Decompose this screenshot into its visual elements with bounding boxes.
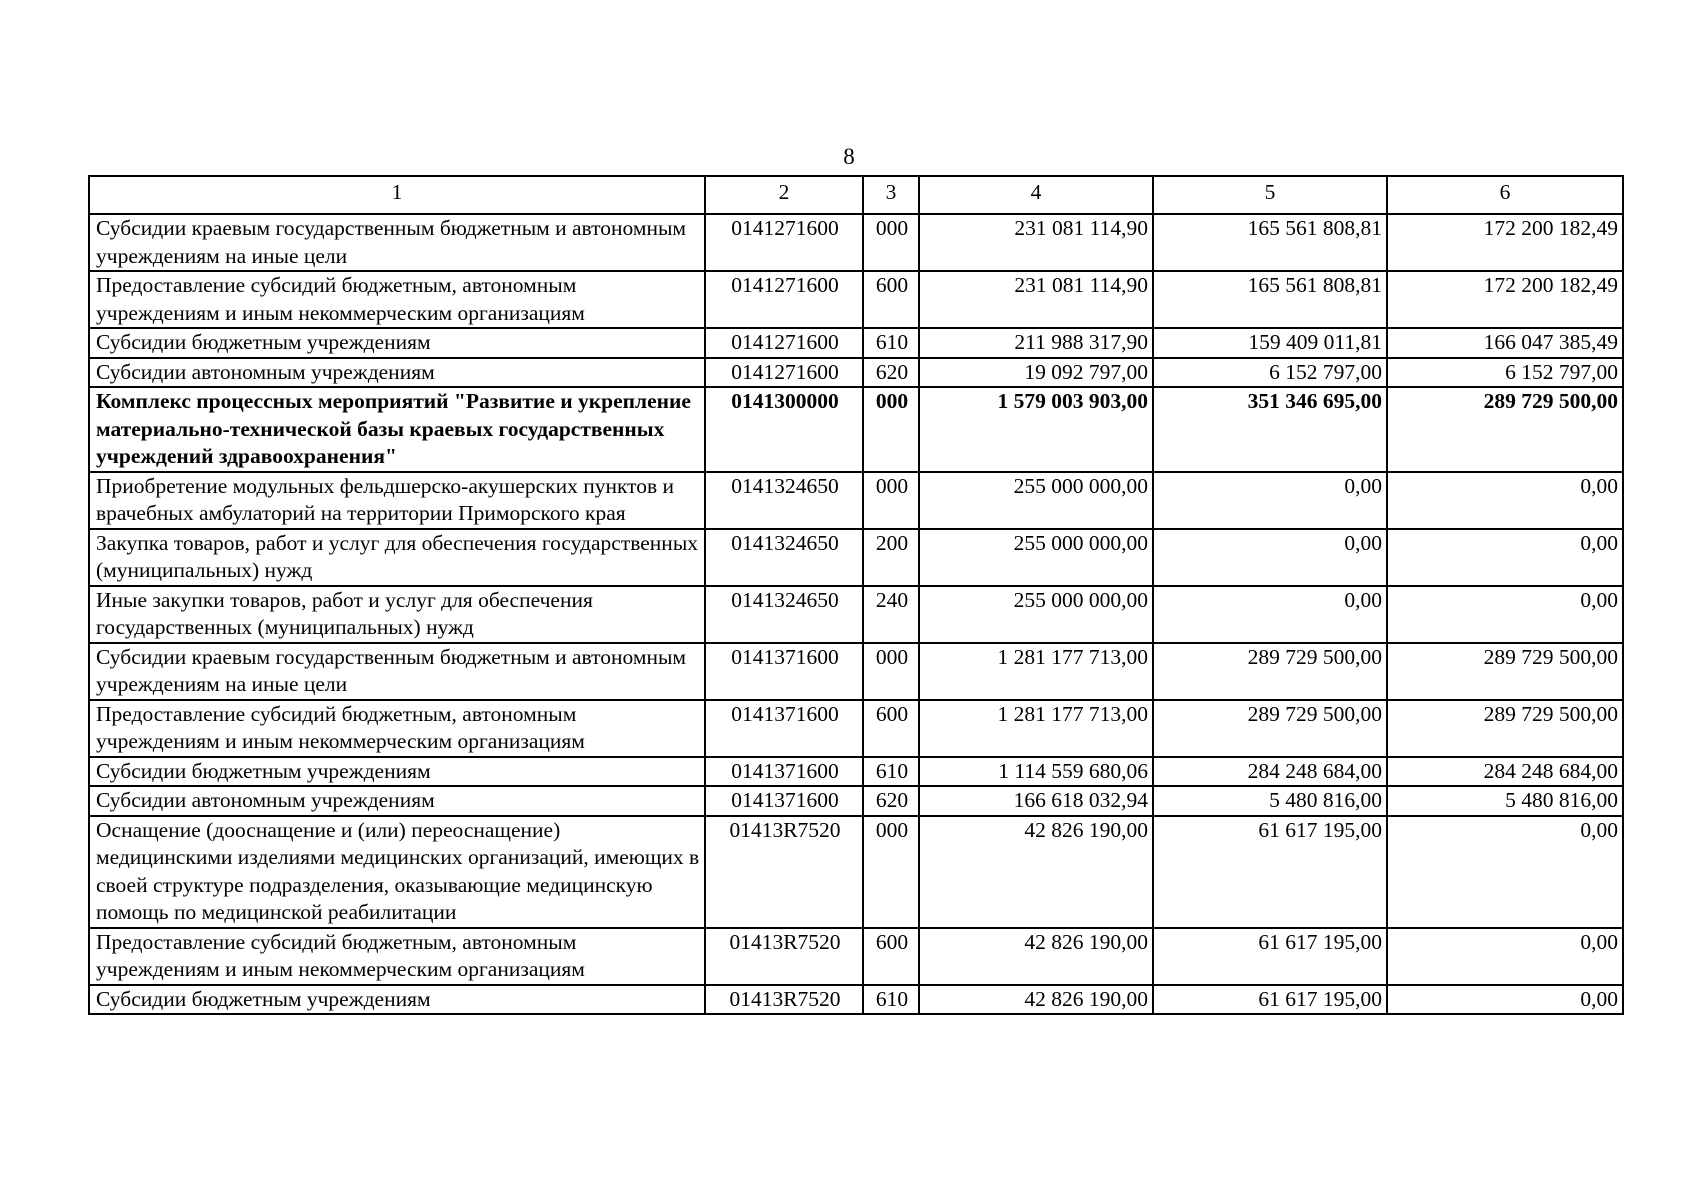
row-amount-col-5: 289 729 500,00 — [1153, 700, 1387, 757]
row-amount-col-6: 0,00 — [1387, 529, 1623, 586]
table-header-row — [89, 176, 1623, 214]
budget-table — [88, 175, 1624, 1015]
row-kind-cell: 000 — [863, 816, 919, 928]
row-amount-col-6: 284 248 684,00 — [1387, 757, 1623, 787]
table-row — [89, 214, 1623, 271]
row-name-cell: Субсидии краевым государственным бюджетным и автономным учреждениям на иные цели — [89, 643, 705, 700]
row-kind-cell: 240 — [863, 586, 919, 643]
row-code-cell: 0141324650 — [705, 472, 863, 529]
row-amount-col-6: 289 729 500,00 — [1387, 700, 1623, 757]
row-code-cell: 0141300000 — [705, 387, 863, 472]
table-row — [89, 358, 1623, 388]
page-number: 8 — [843, 144, 855, 169]
row-amount-col-4: 255 000 000,00 — [919, 586, 1153, 643]
row-amount-col-4: 42 826 190,00 — [919, 928, 1153, 985]
row-kind-cell: 000 — [863, 214, 919, 271]
budget-table-body — [89, 214, 1623, 1014]
row-name-cell: Субсидии автономным учреждениям — [89, 786, 705, 816]
row-code-cell: 0141271600 — [705, 358, 863, 388]
row-name-cell: Предоставление субсидий бюджетным, автономным учреждениям и иным некоммерческим организациям — [89, 271, 705, 328]
row-name-cell: Закупка товаров, работ и услуг для обеспечения государственных (муниципальных) нужд — [89, 529, 705, 586]
row-name-cell: Субсидии краевым государственным бюджетным и автономным учреждениям на иные цели — [89, 214, 705, 271]
row-amount-col-6: 289 729 500,00 — [1387, 387, 1623, 472]
row-name-cell: Комплекс процессных мероприятий "Развитие и укрепление материально-технической базы краевых государственных учреждений здравоохранения" — [89, 387, 705, 472]
table-row — [89, 271, 1623, 328]
header-col-4: 4 — [919, 176, 1153, 214]
row-name-cell: Предоставление субсидий бюджетным, автономным учреждениям и иным некоммерческим организациям — [89, 700, 705, 757]
row-amount-col-5: 61 617 195,00 — [1153, 816, 1387, 928]
row-code-cell: 0141371600 — [705, 643, 863, 700]
row-amount-col-6: 0,00 — [1387, 985, 1623, 1015]
row-code-cell: 0141324650 — [705, 529, 863, 586]
row-code-cell: 0141271600 — [705, 328, 863, 358]
row-amount-col-4: 211 988 317,90 — [919, 328, 1153, 358]
row-kind-cell: 000 — [863, 387, 919, 472]
row-amount-col-6: 0,00 — [1387, 472, 1623, 529]
row-kind-cell: 200 — [863, 529, 919, 586]
row-amount-col-6: 0,00 — [1387, 928, 1623, 985]
table-row — [89, 786, 1623, 816]
row-code-cell: 0141371600 — [705, 700, 863, 757]
row-kind-cell: 620 — [863, 358, 919, 388]
row-code-cell: 01413R7520 — [705, 928, 863, 985]
row-amount-col-5: 289 729 500,00 — [1153, 643, 1387, 700]
row-name-cell: Приобретение модульных фельдшерско-акушерских пунктов и врачебных амбулаторий на территории Приморского края — [89, 472, 705, 529]
row-amount-col-4: 1 281 177 713,00 — [919, 700, 1153, 757]
header-col-5: 5 — [1153, 176, 1387, 214]
table-row — [89, 472, 1623, 529]
row-amount-col-5: 6 152 797,00 — [1153, 358, 1387, 388]
row-amount-col-5: 284 248 684,00 — [1153, 757, 1387, 787]
row-amount-col-4: 231 081 114,90 — [919, 271, 1153, 328]
row-kind-cell: 600 — [863, 700, 919, 757]
row-amount-col-4: 1 114 559 680,06 — [919, 757, 1153, 787]
row-amount-col-4: 19 092 797,00 — [919, 358, 1153, 388]
row-name-cell: Субсидии бюджетным учреждениям — [89, 757, 705, 787]
row-amount-col-6: 289 729 500,00 — [1387, 643, 1623, 700]
row-code-cell: 0141324650 — [705, 586, 863, 643]
row-name-cell: Предоставление субсидий бюджетным, автономным учреждениям и иным некоммерческим организациям — [89, 928, 705, 985]
row-amount-col-6: 0,00 — [1387, 586, 1623, 643]
row-name-cell: Субсидии бюджетным учреждениям — [89, 328, 705, 358]
row-name-cell: Субсидии бюджетным учреждениям — [89, 985, 705, 1015]
row-amount-col-5: 5 480 816,00 — [1153, 786, 1387, 816]
row-kind-cell: 610 — [863, 328, 919, 358]
row-code-cell: 01413R7520 — [705, 985, 863, 1015]
row-name-cell: Иные закупки товаров, работ и услуг для обеспечения государственных (муниципальных) нужд — [89, 586, 705, 643]
row-amount-col-5: 159 409 011,81 — [1153, 328, 1387, 358]
row-kind-cell: 620 — [863, 786, 919, 816]
table-row — [89, 387, 1623, 472]
row-amount-col-6: 0,00 — [1387, 816, 1623, 928]
table-row — [89, 328, 1623, 358]
row-amount-col-6: 172 200 182,49 — [1387, 214, 1623, 271]
row-amount-col-5: 0,00 — [1153, 529, 1387, 586]
table-row — [89, 529, 1623, 586]
header-col-3: 3 — [863, 176, 919, 214]
header-col-1: 1 — [89, 176, 705, 214]
row-amount-col-4: 231 081 114,90 — [919, 214, 1153, 271]
row-kind-cell: 000 — [863, 472, 919, 529]
row-amount-col-6: 166 047 385,49 — [1387, 328, 1623, 358]
table-row — [89, 700, 1623, 757]
row-amount-col-5: 0,00 — [1153, 472, 1387, 529]
row-name-cell: Субсидии автономным учреждениям — [89, 358, 705, 388]
row-code-cell: 0141271600 — [705, 214, 863, 271]
row-amount-col-5: 165 561 808,81 — [1153, 271, 1387, 328]
row-code-cell: 0141371600 — [705, 786, 863, 816]
table-row — [89, 643, 1623, 700]
row-kind-cell: 000 — [863, 643, 919, 700]
table-row — [89, 928, 1623, 985]
row-code-cell: 0141271600 — [705, 271, 863, 328]
row-amount-col-4: 42 826 190,00 — [919, 985, 1153, 1015]
row-amount-col-5: 165 561 808,81 — [1153, 214, 1387, 271]
table-row — [89, 816, 1623, 928]
row-amount-col-5: 61 617 195,00 — [1153, 985, 1387, 1015]
table-row — [89, 985, 1623, 1015]
row-code-cell: 01413R7520 — [705, 816, 863, 928]
row-amount-col-4: 1 281 177 713,00 — [919, 643, 1153, 700]
header-col-6: 6 — [1387, 176, 1623, 214]
row-amount-col-4: 166 618 032,94 — [919, 786, 1153, 816]
row-code-cell: 0141371600 — [705, 757, 863, 787]
row-amount-col-4: 42 826 190,00 — [919, 816, 1153, 928]
row-name-cell: Оснащение (дооснащение и (или) переоснащение) медицинскими изделиями медицинских организаций, имеющих в своей структуре подразделения, оказывающие медицинскую помощь по медицинской реабилитации — [89, 816, 705, 928]
row-amount-col-4: 255 000 000,00 — [919, 472, 1153, 529]
header-col-2: 2 — [705, 176, 863, 214]
table-row — [89, 586, 1623, 643]
row-amount-col-6: 172 200 182,49 — [1387, 271, 1623, 328]
row-amount-col-6: 5 480 816,00 — [1387, 786, 1623, 816]
row-kind-cell: 600 — [863, 928, 919, 985]
row-amount-col-5: 351 346 695,00 — [1153, 387, 1387, 472]
row-kind-cell: 600 — [863, 271, 919, 328]
row-kind-cell: 610 — [863, 985, 919, 1015]
table-row — [89, 757, 1623, 787]
row-amount-col-4: 255 000 000,00 — [919, 529, 1153, 586]
row-amount-col-4: 1 579 003 903,00 — [919, 387, 1153, 472]
row-amount-col-5: 0,00 — [1153, 586, 1387, 643]
row-amount-col-6: 6 152 797,00 — [1387, 358, 1623, 388]
row-amount-col-5: 61 617 195,00 — [1153, 928, 1387, 985]
row-kind-cell: 610 — [863, 757, 919, 787]
